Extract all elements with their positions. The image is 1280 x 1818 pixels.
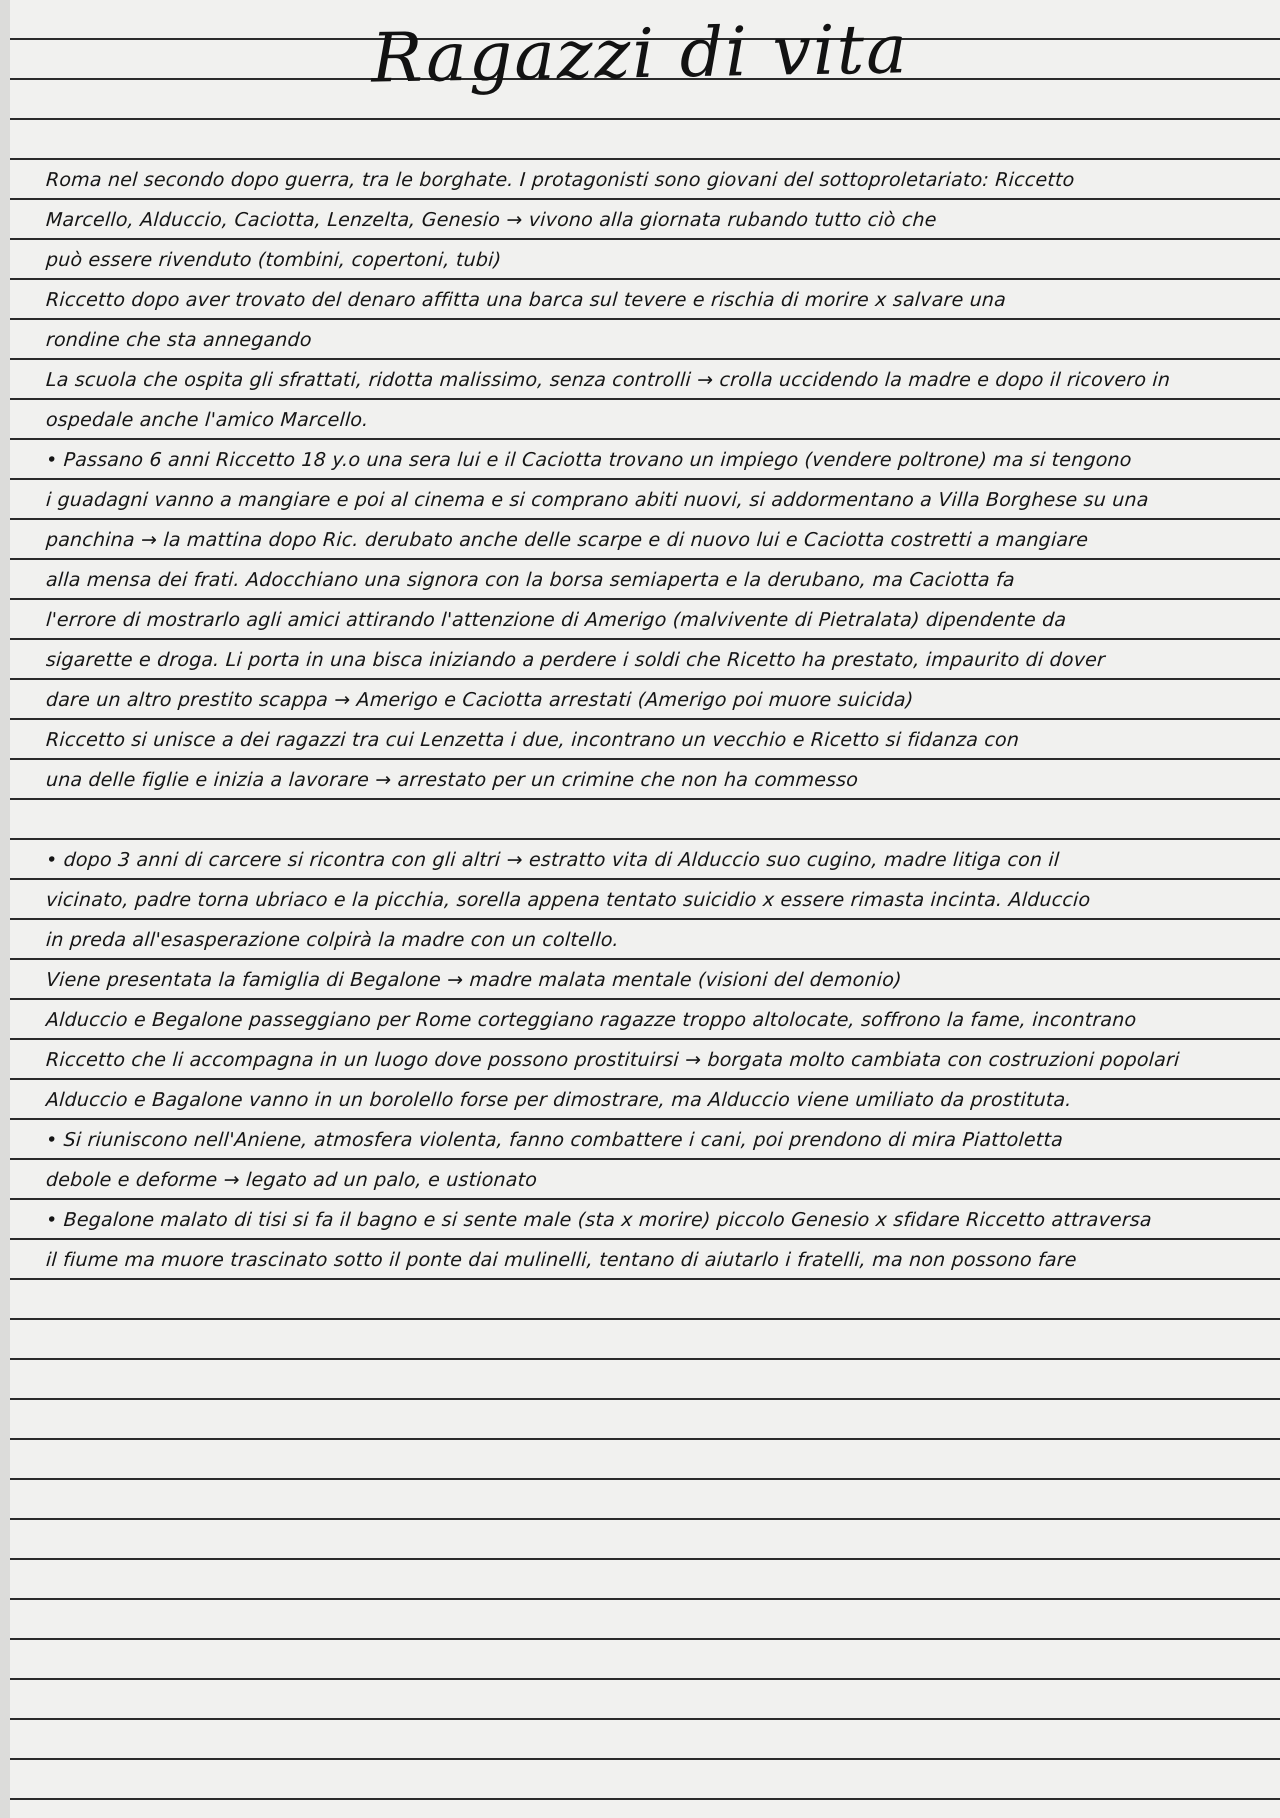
note-line: vicinato, padre torna ubriaco e la picchia, sorella appena tentato suicidio x essere rimasta incinta. Alduccio bbox=[45, 889, 1092, 911]
note-line: Alduccio e Bagalone vanno in un borolello forse per dimostrare, ma Alduccio viene umiliato da prostituta. bbox=[45, 1089, 1073, 1111]
notes-body bbox=[40, 160, 1260, 1280]
note-line: Alduccio e Begalone passeggiano per Rome corteggiano ragazze troppo altolocate, soffrono la fame, incontrano bbox=[45, 1009, 1138, 1031]
note-line: Riccetto dopo aver trovato del denaro affitta una barca sul tevere e rischia di morire x salvare una bbox=[45, 289, 1007, 311]
page-title: Ragazzi di vita bbox=[370, 10, 910, 99]
note-line: Marcello, Alduccio, Caciotta, Lenzelta, Genesio → vivono alla giornata rubando tutto ciò che bbox=[45, 209, 938, 231]
note-line: • Si riuniscono nell'Aniene, atmosfera violenta, fanno combattere i cani, poi prendono di mira Piattoletta bbox=[45, 1129, 1064, 1151]
note-line: La scuola che ospita gli sfrattati, ridotta malissimo, senza controlli → crolla uccidendo la madre e dopo il ricovero in bbox=[45, 369, 1171, 391]
blank-line bbox=[39, 800, 1262, 840]
note-line: rondine che sta annegando bbox=[45, 329, 313, 351]
note-line: debole e deforme → legato ad un palo, e ustionato bbox=[45, 1169, 538, 1191]
note-line: Viene presentata la famiglia di Begalone → madre malata mentale (visioni del demonio) bbox=[45, 969, 903, 991]
note-line: • Begalone malato di tisi si fa il bagno e si sente male (sta x morire) piccolo Genesio x sfidare Riccetto attraversa bbox=[45, 1209, 1153, 1231]
note-line: una delle figlie e inizia a lavorare → arrestato per un crimine che non ha commesso bbox=[45, 769, 859, 791]
note-line: il fiume ma muore trascinato sotto il ponte dai mulinelli, tentano di aiutarlo i fratelli, ma non possono fare bbox=[45, 1249, 1078, 1271]
note-line: in preda all'esasperazione colpirà la madre con un coltello. bbox=[45, 929, 620, 951]
note-line: può essere rivenduto (tombini, copertoni, tubi) bbox=[45, 249, 503, 271]
note-line: i guadagni vanno a mangiare e poi al cinema e si comprano abiti nuovi, si addormentano a Villa Borghese su una bbox=[45, 489, 1150, 511]
note-line: l'errore di mostrarlo agli amici attirando l'attenzione di Amerigo (malvivente di Pietralata) dipendente da bbox=[45, 609, 1068, 631]
note-line: sigarette e droga. Li porta in una bisca iniziando a perdere i soldi che Ricetto ha prestato, impaurito di dover bbox=[45, 649, 1106, 671]
note-line: dare un altro prestito scappa → Amerigo e Caciotta arrestati (Amerigo poi muore suicida) bbox=[45, 689, 915, 711]
note-line: panchina → la mattina dopo Ric. derubato anche delle scarpe e di nuovo lui e Caciotta costretti a mangiare bbox=[45, 529, 1089, 551]
note-line: Roma nel secondo dopo guerra, tra le borghate. I protagonisti sono giovani del sottoproletariato: Riccetto bbox=[45, 169, 1076, 191]
note-line: • Passano 6 anni Riccetto 18 y.o una sera lui e il Caciotta trovano un impiego (vendere poltrone) ma si tengono bbox=[45, 449, 1133, 471]
note-line: • dopo 3 anni di carcere si ricontra con gli altri → estratto vita di Alduccio suo cugino, madre litiga con il bbox=[45, 849, 1061, 871]
note-line: Riccetto che li accompagna in un luogo dove possono prostituirsi → borgata molto cambiata con costruzioni popolari bbox=[45, 1049, 1181, 1071]
note-line: alla mensa dei frati. Adocchiano una signora con la borsa semiaperta e la derubano, ma Caciotta fa bbox=[45, 569, 1016, 591]
note-line: Riccetto si unisce a dei ragazzi tra cui Lenzetta i due, incontrano un vecchio e Ricetto si fidanza con bbox=[45, 729, 1020, 751]
page-edge bbox=[0, 0, 10, 1818]
note-line: ospedale anche l'amico Marcello. bbox=[45, 409, 370, 431]
